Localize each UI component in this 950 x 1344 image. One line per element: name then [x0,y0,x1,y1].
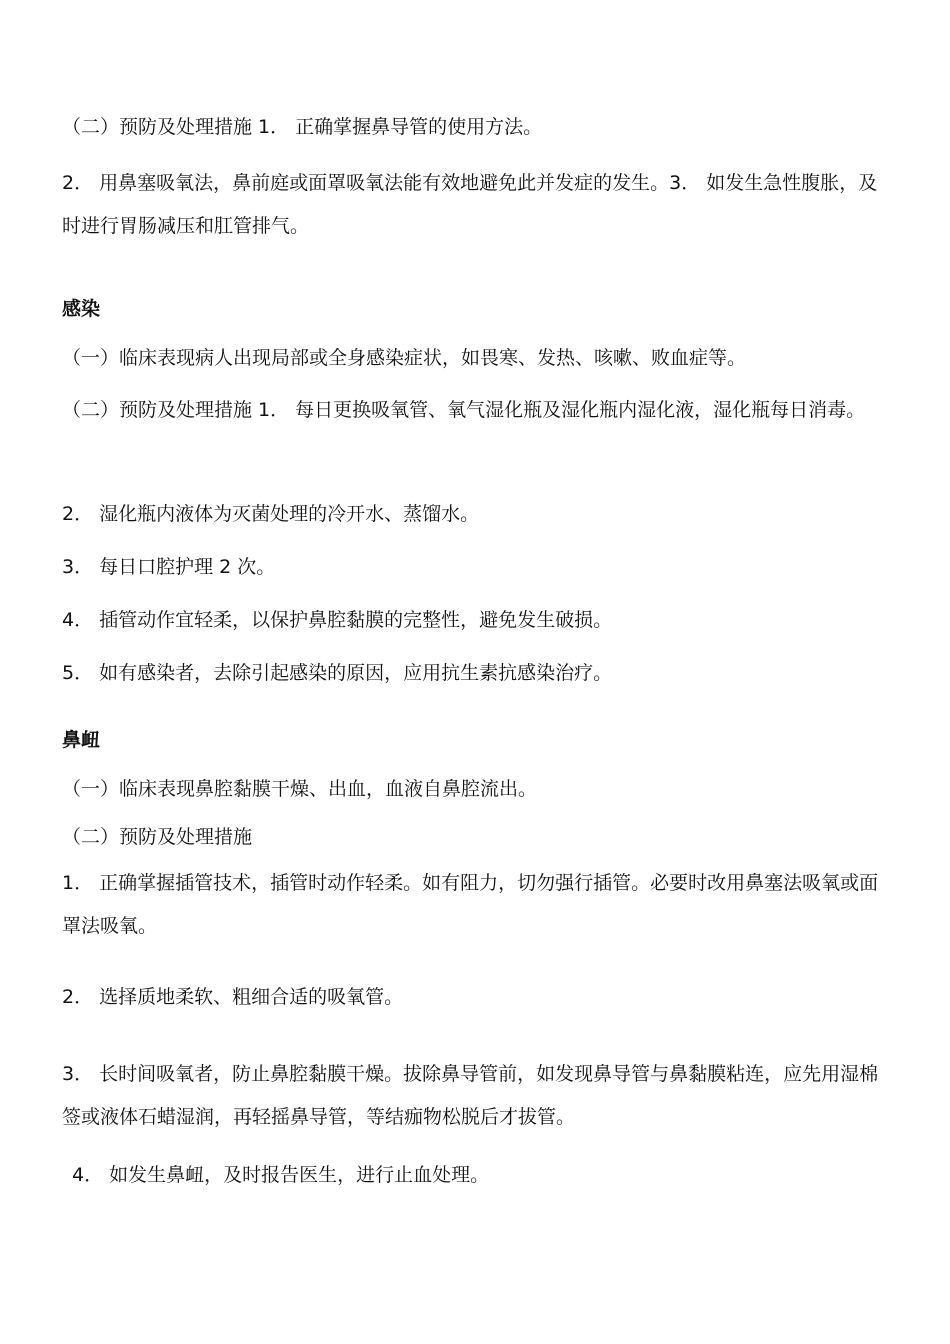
measure-paragraph: 2． 用鼻塞吸氧法，鼻前庭或面罩吸氧法能有效地避免此并发症的发生。3． 如发生急性腹胀，及时进行胃肠减压和肛管排气。 [62,172,878,237]
prevention-paragraph: （二）预防及处理措施 1． 每日更换吸氧管、氧气湿化瓶及湿化瓶内湿化液，湿化瓶每日消毒。 [62,399,866,421]
measure-paragraph: 1． 正确掌握插管技术，插管时动作轻柔。如有阻力，切勿强行插管。必要时改用鼻塞法吸氧或面罩法吸氧。 [62,872,879,937]
measure-paragraph: 4． 插管动作宜轻柔，以保护鼻腔黏膜的完整性，避免发生破损。 [62,609,613,631]
clinical-paragraph: （一）临床表现病人出现局部或全身感染症状，如畏寒、发热、咳嗽、败血症等。 [62,347,747,369]
section-heading-infection: 感染 [62,298,101,320]
measure-paragraph: 3． 长时间吸氧者，防止鼻腔黏膜干燥。拔除鼻导管前，如发现鼻导管与鼻黏膜粘连，应先用湿棉签或液体石蜡湿润，再轻摇鼻导管，等结痂物松脱后才拔管。 [62,1063,879,1128]
clinical-paragraph: （一）临床表现鼻腔黏膜干燥、出血，血液自鼻腔流出。 [62,778,538,800]
measure-paragraph: 2． 湿化瓶内液体为灭菌处理的冷开水、蒸馏水。 [62,503,480,525]
prevention-paragraph: （二）预防及处理措施 1． 正确掌握鼻导管的使用方法。 [62,116,543,138]
measure-paragraph: 4． 如发生鼻衄，及时报告医生，进行止血处理。 [72,1164,490,1186]
measure-paragraph: 2． 选择质地柔软、粗细合适的吸氧管。 [62,986,404,1008]
prevention-heading: （二）预防及处理措施 [62,826,253,848]
section-heading-nosebleed: 鼻衄 [62,729,101,751]
measure-paragraph: 3． 每日口腔护理 2 次。 [62,556,276,578]
measure-paragraph: 5． 如有感染者，去除引起感染的原因，应用抗生素抗感染治疗。 [62,662,613,684]
